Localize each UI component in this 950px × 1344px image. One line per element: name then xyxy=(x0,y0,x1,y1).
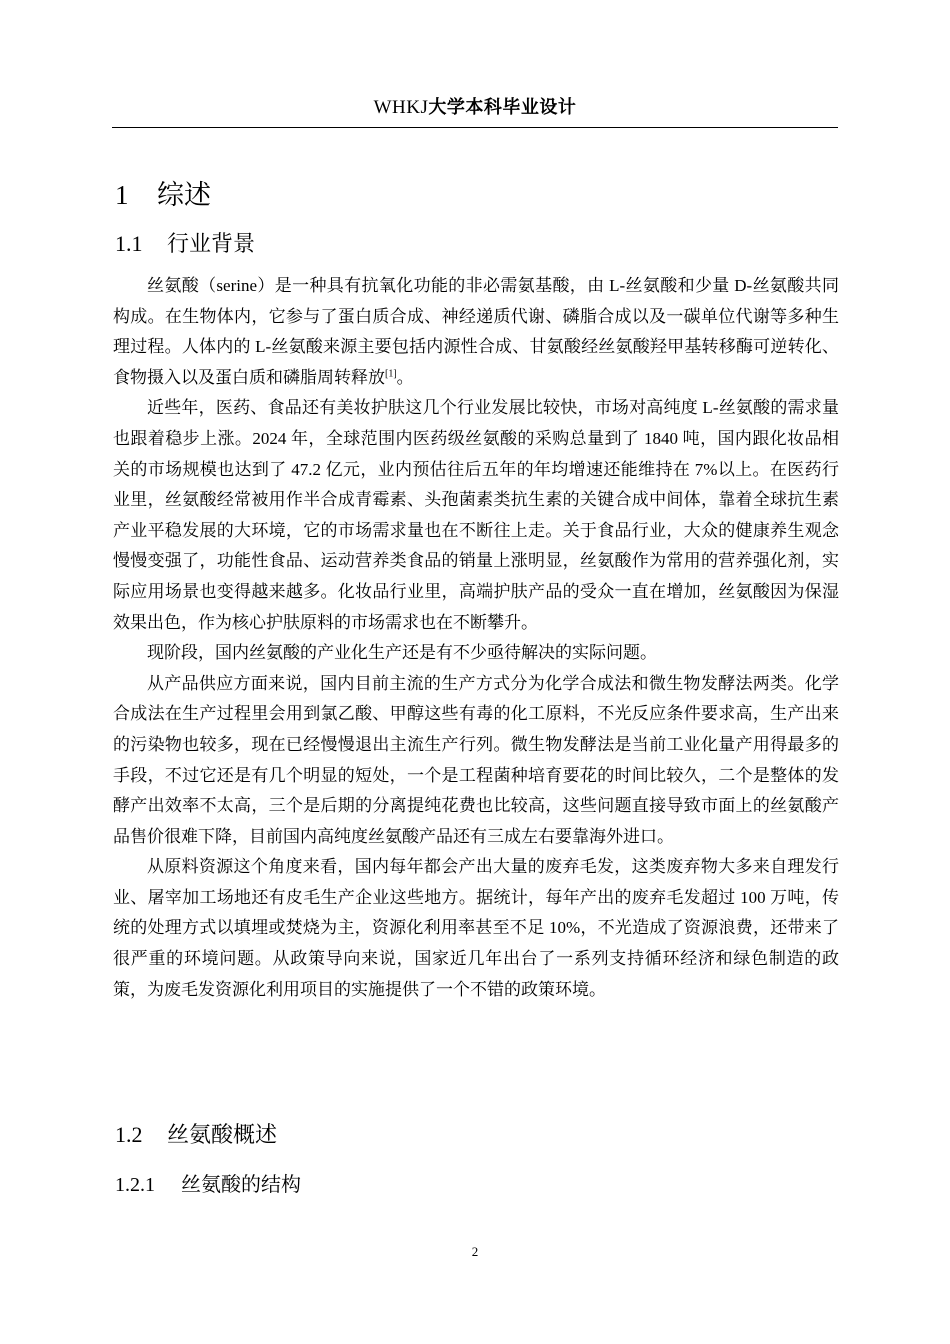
paragraph-2: 近些年，医药、食品还有美妆护肤这几个行业发展比较快，市场对高纯度 L-丝氨酸的需求量也跟着稳步上涨。2024 年，全球范围内医药级丝氨酸的采购总量到了 1840 吨，国内跟化妆品相关的市场规模也达到了 47.2 亿元，业内预估往后五年的年均增速还能维持在 7%以上。在医药行业里，丝氨酸经常被用作半合成青霉素、头孢菌素类抗生素的关键合成中间体，靠着全球抗生素产业平稳发展的大环境，它的市场需求量也在不断往上走。关于食品行业，大众的健康养生观念慢慢变强了，功能性食品、运动营养类食品的销量上涨明显，丝氨酸作为常用的营养强化剂，实际应用场景也变得越来越多。化妆品行业里，高端护肤产品的受众一直在增加，丝氨酸因为保湿效果出色，作为核心护肤原料的市场需求也在不断攀升。 xyxy=(113,398,839,632)
paragraph-4: 从产品供应方面来说，国内目前主流的生产方式分为化学合成法和微生物发酵法两类。化学合成法在生产过程里会用到氯乙酸、甲醇这些有毒的化工原料，不光反应条件要求高，生产出来的污染物也较多，现在已经慢慢退出主流生产行列。微生物发酵法是当前工业化量产用得最多的手段，不过它还是有几个明显的短处，一个是工程菌种培育要花的时间比较久，二个是整体的发酵产出效率不太高，三个是后期的分离提纯花费也比较高，这些问题直接导致市面上的丝氨酸产品售价很难下降，目前国内高纯度丝氨酸产品还有三成左右要靠海外进口。 xyxy=(113,673,839,846)
running-header xyxy=(0,94,950,121)
section-heading-1-2 xyxy=(115,1120,277,1151)
section-number: 1.1 xyxy=(115,231,143,256)
subsection-heading-1-2-1 xyxy=(115,1170,301,1199)
header-title: 大学本科毕业设计 xyxy=(428,97,577,118)
section-heading-1-1 xyxy=(115,229,255,260)
subsection-number: 1.2.1 xyxy=(115,1174,155,1196)
section-number: 1.2 xyxy=(115,1122,143,1147)
chapter-heading xyxy=(115,178,211,213)
subsection-title: 丝氨酸的结构 xyxy=(181,1172,301,1196)
chapter-number: 1 xyxy=(115,180,129,210)
section-title: 行业背景 xyxy=(167,232,256,257)
paragraph-3: 现阶段，国内丝氨酸的产业化生产还是有不少亟待解决的实际问题。 xyxy=(147,643,657,663)
paragraph-1: 丝氨酸（serine）是一种具有抗氧化功能的非必需氨基酸，由 L-丝氨酸和少量 D-丝氨酸共同构成。在生物体内，它参与了蛋白质合成、神经递质代谢、磷脂合成以及一碳单位代谢等多种生理过程。人体内的 L-丝氨酸来源主要包括内源性合成、甘氨酸经丝氨酸羟甲基转移酶可逆转化、食物摄入以及蛋白质和磷脂周转释放[1]。 xyxy=(113,276,839,387)
page-number: 2 xyxy=(471,1244,479,1259)
paragraph-5: 从原料资源这个角度来看，国内每年都会产出大量的废弃毛发，这类废弃物大多来自理发行业、屠宰加工场地还有皮毛生产企业这些地方。据统计，每年产出的废弃毛发超过 100 万吨，传统的处理方式以填埋或焚烧为主，资源化利用率甚至不足 10%，不光造成了资源浪费，还带来了很严重的环境问题。从政策导向来说，国家近几年出台了一系列支持循环经济和绿色制造的政策，为废毛发资源化利用项目的实施提供了一个不错的政策环境。 xyxy=(113,857,839,999)
header-rule xyxy=(112,127,838,128)
header-prefix: WHKJ xyxy=(373,97,429,118)
body-text xyxy=(113,271,839,1005)
section-title: 丝氨酸概述 xyxy=(167,1123,278,1148)
chapter-title: 综述 xyxy=(157,180,211,211)
citation-ref: [1] xyxy=(385,368,397,380)
